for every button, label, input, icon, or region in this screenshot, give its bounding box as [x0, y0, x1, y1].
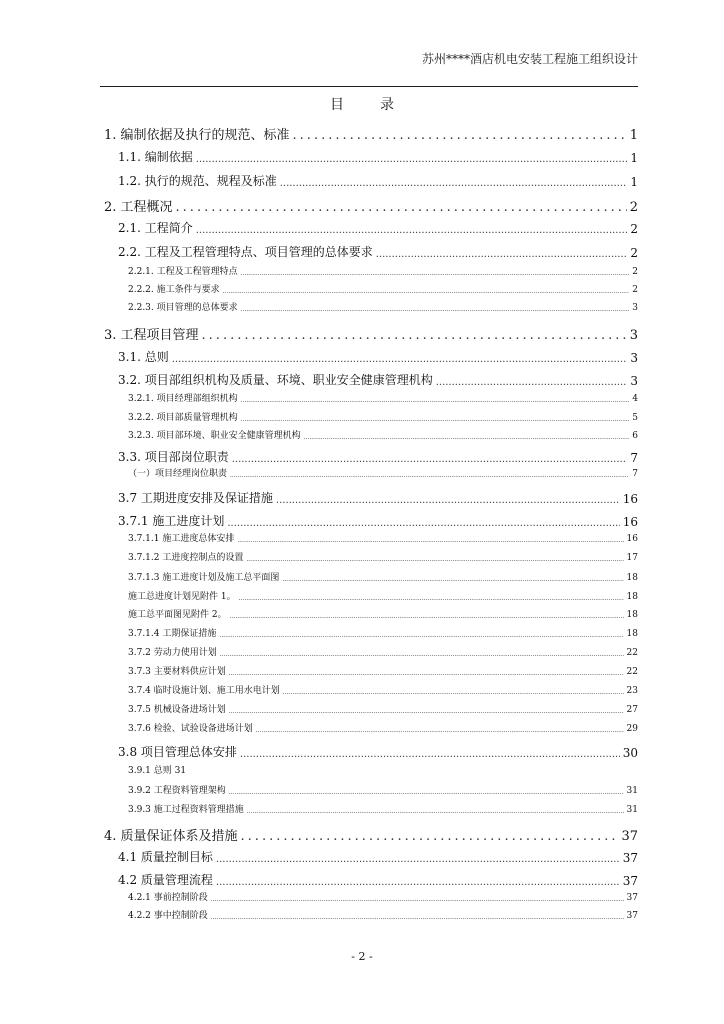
toc-leader-dots	[216, 854, 620, 865]
toc-entry-text: 3.7.1.1 施工进度总体安排	[128, 534, 235, 544]
toc-leader-dots	[223, 288, 630, 295]
toc-entry[interactable]	[104, 410, 638, 423]
toc-entry-text: 4.2.1 事前控制阶段	[128, 893, 208, 903]
toc-leader-dots	[172, 354, 628, 365]
toc-leader-dots	[293, 128, 627, 143]
toc-entry[interactable]	[104, 391, 638, 404]
toc-entry-text: 3.2.2. 项目部质量管理机构	[128, 413, 238, 423]
toc-entry-page: 27	[626, 705, 638, 715]
toc-entry-page: 37	[621, 829, 638, 844]
toc-entry-page: 37	[626, 893, 638, 903]
toc-entry[interactable]	[104, 802, 638, 815]
toc-entry[interactable]	[104, 243, 638, 260]
toc-entry-page: 31	[626, 805, 638, 815]
toc-entry-text: 3.7.2 劳动力使用计划	[128, 648, 217, 658]
toc-leader-dots	[227, 518, 619, 529]
toc-leader-dots	[230, 613, 624, 620]
toc-entry[interactable]	[104, 219, 638, 236]
toc-leader-dots	[196, 154, 628, 165]
toc-entry-page: 4	[632, 394, 638, 404]
toc-entry[interactable]	[104, 589, 638, 602]
toc-entry-page: 37	[622, 874, 638, 888]
toc-leader-dots	[211, 896, 624, 903]
toc-entry-text: 3.7.3 主要材料供应计划	[128, 667, 226, 677]
toc-entry-page: 29	[626, 724, 638, 734]
toc-entry[interactable]	[104, 743, 638, 760]
toc-leader-dots	[202, 328, 627, 343]
toc-entry-text: 3.9.2 工程资料管理架构	[128, 786, 226, 796]
toc-entry-text: 3.8 项目管理总体安排	[118, 745, 237, 759]
toc-entry-text: 3.7.1 施工进度计划	[118, 514, 225, 528]
toc-entry-page: 1	[629, 128, 638, 143]
toc-entry-page: 5	[632, 413, 638, 423]
toc-entry-text: 1.1. 编制依据	[118, 150, 193, 164]
toc-leader-dots	[276, 495, 620, 506]
toc-entry[interactable]	[104, 721, 638, 734]
toc-leader-dots	[282, 576, 623, 583]
toc-entry[interactable]	[104, 783, 638, 796]
toc-entry[interactable]	[104, 324, 638, 343]
toc-entry-page: 22	[626, 667, 638, 677]
toc-leader-dots	[211, 914, 624, 921]
toc-entry-page: 3	[629, 328, 638, 343]
toc-entry-text: 3.2.1. 项目经理部组织机构	[128, 394, 238, 404]
toc-entry-text: 3.9.1 总则 31	[128, 766, 187, 776]
toc-entry-page: 16	[626, 534, 638, 544]
toc-entry-text: 3.7.4 临时设施计划、施工用水电计划	[128, 686, 280, 696]
toc-entry-page: 3	[632, 303, 638, 313]
toc-entry-page: 31	[626, 786, 638, 796]
toc-entry[interactable]	[104, 531, 638, 544]
toc-leader-dots	[196, 225, 628, 236]
page-header-title: 苏州****酒店机电安装工程施工组织设计	[421, 52, 638, 66]
toc-leader-dots	[230, 472, 629, 479]
toc-entry[interactable]	[104, 607, 638, 620]
toc-entry-page: 2	[629, 200, 638, 215]
toc-entry-page: 3	[630, 351, 638, 365]
toc-entry-text: 3.2.3. 项目部环境、职业安全健康管理机构	[128, 431, 301, 441]
toc-leader-dots	[216, 877, 620, 888]
toc-entry-page: 30	[622, 746, 638, 760]
toc-entry[interactable]	[104, 890, 638, 903]
toc-entry[interactable]	[104, 664, 638, 677]
toc-leader-dots	[229, 789, 624, 796]
toc-leader-dots	[241, 306, 630, 313]
toc-entry[interactable]	[104, 124, 638, 143]
toc-entry-text: 3.1. 总则	[118, 350, 169, 364]
toc-entry-page: 18	[626, 629, 638, 639]
toc-entry-page: 16	[622, 515, 638, 529]
toc-leader-dots	[241, 397, 630, 404]
toc-entry[interactable]	[104, 763, 638, 776]
toc-entry-page: 7	[632, 469, 638, 479]
toc-entry-page: 6	[632, 431, 638, 441]
toc-leader-dots	[239, 595, 624, 602]
toc-entry-text: 4.2 质量管理流程	[118, 873, 213, 887]
toc-entry[interactable]	[104, 645, 638, 658]
toc-entry[interactable]	[104, 264, 638, 277]
page-number: - 2 -	[351, 950, 373, 963]
toc-entry-page: 1	[630, 175, 638, 189]
toc-leader-dots	[229, 670, 624, 677]
toc-entry[interactable]	[104, 300, 638, 313]
toc-entry-text: 3.9.3 施工过程资料管理措施	[128, 805, 244, 815]
toc-leader-dots	[232, 454, 628, 465]
toc-entry[interactable]	[104, 348, 638, 365]
toc-entry-text: 4.2.2 事中控制阶段	[128, 911, 208, 921]
toc-entry[interactable]	[104, 512, 638, 529]
toc-entry-text: 3.7.6 检验、试验设备进场计划	[128, 724, 253, 734]
toc-leader-dots	[219, 632, 623, 639]
toc-entry-text: 2.1. 工程简介	[118, 221, 193, 235]
header-rule	[100, 86, 638, 87]
toc-leader-dots	[280, 178, 628, 189]
toc-entry-text: 3.7 工期进度安排及保证措施	[118, 491, 273, 505]
toc-entry[interactable]	[104, 371, 638, 388]
toc-entry-text: 3.7.5 机械设备进场计划	[128, 705, 226, 715]
toc-leader-dots	[237, 537, 623, 544]
toc-entry-page: 16	[622, 492, 638, 506]
toc-entry-text: 3.7.1.2 工进度控制点的设置	[128, 553, 244, 563]
toc-leader-dots	[220, 651, 624, 658]
toc-entry-page: 18	[626, 592, 638, 602]
toc-entry-text: 2. 工程概况	[104, 200, 173, 215]
toc-entry-page: 37	[622, 851, 638, 865]
toc-entry-page: 18	[626, 573, 638, 583]
toc-entry-page: 1	[630, 151, 638, 165]
toc-leader-dots	[241, 829, 619, 844]
toc-entry[interactable]	[104, 570, 638, 583]
toc-entry-page: 3	[630, 374, 638, 388]
toc-entry[interactable]	[104, 871, 638, 888]
toc-entry[interactable]	[104, 196, 638, 215]
toc-leader-dots	[247, 808, 624, 815]
toc-entry-text: 3.7.1.4 工期保证措施	[128, 629, 217, 639]
toc-entry-page: 23	[626, 686, 638, 696]
toc-title: 目录	[330, 97, 430, 113]
toc-entry-text: 4.1 质量控制目标	[118, 850, 213, 864]
toc-entry-text: 施工总进度计划见附件 1。	[128, 592, 236, 602]
toc-entry-text: 2.2.1. 工程及工程管理特点	[128, 267, 238, 277]
toc-entry-text: 3.3. 项目部岗位职责	[118, 450, 229, 464]
toc-entry[interactable]	[104, 908, 638, 921]
toc-entry-page: 37	[626, 911, 638, 921]
toc-entry[interactable]	[104, 683, 638, 696]
toc-entry-page: 18	[626, 610, 638, 620]
toc-entry[interactable]	[104, 825, 638, 844]
toc-leader-dots	[304, 434, 630, 441]
toc-entry-page: 2	[632, 267, 638, 277]
toc-leader-dots	[436, 377, 628, 388]
toc-entry[interactable]	[104, 172, 638, 189]
toc-entry-text: 3.7.1.3 施工进度计划及施工总平面图	[128, 573, 280, 583]
toc-entry-text: 2.2.3. 项目管理的总体要求	[128, 303, 238, 313]
toc-entry-text: 3. 工程项目管理	[104, 328, 199, 343]
toc-entry[interactable]	[104, 848, 638, 865]
toc-leader-dots	[241, 416, 630, 423]
toc-leader-dots	[283, 689, 624, 696]
toc-entry-text: 1.2. 执行的规范、规程及标准	[118, 174, 277, 188]
toc-entry-page: 22	[626, 648, 638, 658]
toc-entry-page: 2	[630, 246, 638, 260]
toc-entry[interactable]	[104, 428, 638, 441]
toc-leader-dots	[176, 200, 627, 215]
toc-entry-page: 2	[632, 285, 638, 295]
toc-leader-dots	[241, 270, 630, 277]
toc-entry[interactable]	[104, 550, 638, 563]
toc-entry-text: 4. 质量保证体系及措施	[104, 829, 238, 844]
toc-entry[interactable]	[104, 148, 638, 165]
toc-entry[interactable]	[104, 489, 638, 506]
toc-entry-page: 17	[626, 553, 638, 563]
toc-leader-dots	[376, 249, 628, 260]
toc-entry-page: 2	[630, 222, 638, 236]
toc-leader-dots	[240, 749, 620, 760]
toc-leader-dots	[256, 727, 624, 734]
toc-entry-text: 2.2.2. 施工条件与要求	[128, 285, 220, 295]
toc-entry[interactable]	[104, 282, 638, 295]
toc-entry-text: 1. 编制依据及执行的规范、标准	[104, 128, 290, 143]
toc-entry[interactable]	[104, 702, 638, 715]
toc-entry[interactable]	[104, 626, 638, 639]
toc-entry[interactable]	[104, 466, 638, 479]
toc-entry-text: （一）项目经理岗位职责	[128, 469, 228, 479]
toc-entry-page: 7	[630, 451, 638, 465]
toc-entry-text: 施工总平面图见附件 2。	[128, 610, 227, 620]
toc-entry[interactable]	[104, 448, 638, 465]
toc-entry-text: 3.2. 项目部组织机构及质量、环境、职业安全健康管理机构	[118, 373, 433, 387]
toc-leader-dots	[246, 556, 623, 563]
toc-entry-text: 2.2. 工程及工程管理特点、项目管理的总体要求	[118, 245, 373, 259]
toc-leader-dots	[229, 708, 624, 715]
